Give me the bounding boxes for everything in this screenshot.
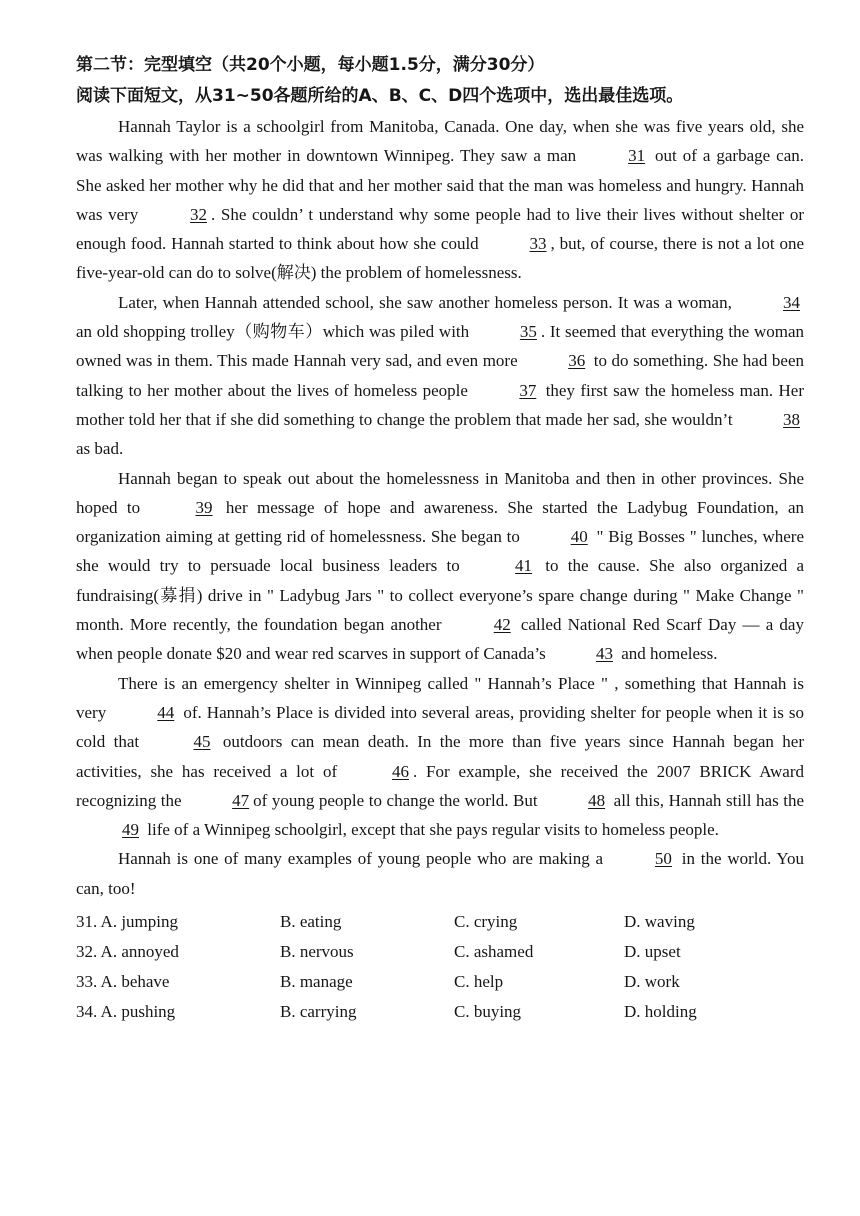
passage-text: and homeless. [616, 644, 718, 664]
option-d: D. waving [624, 912, 695, 932]
passage-text: to the cause. She also organized a fundraising(募捐) drive in " Ladybug Jars " to collect everyone’s spare change during " Make Change " month. More recently, the foundation began another [76, 556, 805, 635]
cloze-passage [76, 112, 804, 903]
passage-text: . It seemed that everything the woman owned was in them. This made Hannah very sad, and even more [76, 322, 804, 371]
option-row [76, 997, 804, 1027]
passage-text: Hannah began to speak out about the homelessness in Manitoba and then in other provinces. She hoped to [76, 468, 804, 517]
option-b: B. eating [280, 912, 342, 932]
blank-number-49: 49 [122, 820, 139, 840]
passage-text: . She couldn’ t understand why some people had to live their lives without shelter or enough food. Hannah started to think about how she could [76, 204, 804, 254]
blank-number-42: 42 [493, 615, 511, 635]
passage-paragraph [76, 112, 804, 288]
blank-number-50: 50 [654, 849, 672, 869]
passage-text: outdoors can mean death. In the more than five years since Hannah began her activities, she has received a lot of [76, 732, 804, 781]
passage-text: her message of hope and awareness. She started the Ladybug Foundation, an organization aiming at getting rid of homelessness. She began to [76, 497, 804, 547]
passage-text: to do something. She had been talking to her mother about the lives of homeless people [76, 351, 804, 400]
passage-text: all this, Hannah still has the [609, 790, 805, 810]
blank-number-33: 33 [529, 234, 547, 254]
option-row [76, 937, 804, 967]
blank-number-39: 39 [195, 497, 213, 517]
passage-text: as bad. [76, 439, 124, 459]
section-heading: 第二节：完型填空（共20个小题，每小题1.5分，满分30分） [76, 55, 545, 75]
passage-text: Hannah Taylor is a schoolgirl from Manitoba, Canada. One day, when she was five years old, she was walking with her mother in downtown Winnipeg. They saw a man [76, 117, 804, 166]
option-row [76, 907, 804, 937]
option-c: C. help [454, 972, 504, 992]
blank-number-31: 31 [628, 146, 646, 166]
option-c: C. buying [454, 1002, 522, 1022]
option-b: B. carrying [280, 1002, 357, 1022]
passage-text: , but, of course, there is not a lot one five-year-old can do to solve(解决) the problem of homelessness. [76, 234, 804, 283]
passage-text: There is an emergency shelter in Winnipeg called " Hannah’s Place " , something that Hannah is very [76, 673, 804, 722]
option-a: 31. A. jumping [76, 912, 179, 932]
passage-text: life of a Winnipeg schoolgirl, except that she pays regular visits to homeless people. [143, 820, 719, 840]
option-d: D. holding [624, 1002, 697, 1022]
passage-text: in the world. You can, too! [76, 849, 804, 898]
passage-text: Hannah is one of many examples of young people who are making a [118, 849, 609, 869]
blank-number-38: 38 [783, 409, 800, 429]
option-a: 34. A. pushing [76, 1002, 176, 1022]
passage-text: . For example, she received the 2007 BRICK Award recognizing the [76, 761, 804, 810]
option-d: D. upset [624, 942, 681, 962]
blank-number-36: 36 [568, 351, 586, 371]
blank-number-35: 35 [519, 322, 537, 342]
passage-text: called National Red Scarf Day — a day when people donate $20 and wear red scarves in support of Canada’s [76, 615, 804, 664]
blank-number-46: 46 [391, 761, 409, 781]
blank-number-34: 34 [783, 292, 800, 312]
passage-text: of. Hannah’s Place is divided into several areas, providing shelter for people when it is so cold that [76, 702, 804, 752]
blank-number-48: 48 [588, 790, 606, 810]
passage-text: of young people to change the world. But [253, 790, 543, 810]
options-list [76, 907, 804, 1027]
blank-number-41: 41 [515, 556, 533, 576]
option-a: 32. A. annoyed [76, 942, 179, 962]
passage-paragraph [76, 464, 804, 669]
blank-number-47: 47 [232, 790, 250, 810]
passage-text: Later, when Hannah attended school, she saw another homeless person. It was a woman, [118, 292, 737, 312]
blank-number-45: 45 [193, 732, 211, 752]
option-row [76, 967, 804, 997]
passage-paragraph [76, 844, 804, 903]
passage-text: " Big Bosses " lunches, where she would try to persuade local business leaders to [76, 527, 804, 576]
option-c: C. crying [454, 912, 518, 932]
passage-text: out of a garbage can. She asked her mother why he did that and her mother said that the man was homeless and hungry. Hannah was very [76, 146, 804, 224]
blank-number-40: 40 [570, 527, 588, 547]
passage-paragraph [76, 669, 804, 845]
passage-paragraph [76, 288, 804, 464]
blank-number-43: 43 [595, 644, 613, 664]
instructions-heading: 阅读下面短文，从31~50各题所给的A、B、C、D四个选项中，选出最佳选项。 [76, 86, 684, 106]
blank-number-32: 32 [189, 204, 207, 224]
option-a: 33. A. behave [76, 972, 170, 992]
option-b: B. nervous [280, 942, 354, 962]
option-d: D. work [624, 972, 680, 992]
blank-number-44: 44 [157, 702, 175, 722]
option-b: B. manage [280, 972, 353, 992]
option-c: C. ashamed [454, 942, 534, 962]
passage-text: they first saw the homeless man. Her mother told her that if she did something to change the problem that made her sad, she wouldn’t [76, 380, 804, 429]
passage-text: an old shopping trolley（购物车）which was piled with [76, 322, 474, 342]
blank-number-37: 37 [519, 380, 537, 400]
